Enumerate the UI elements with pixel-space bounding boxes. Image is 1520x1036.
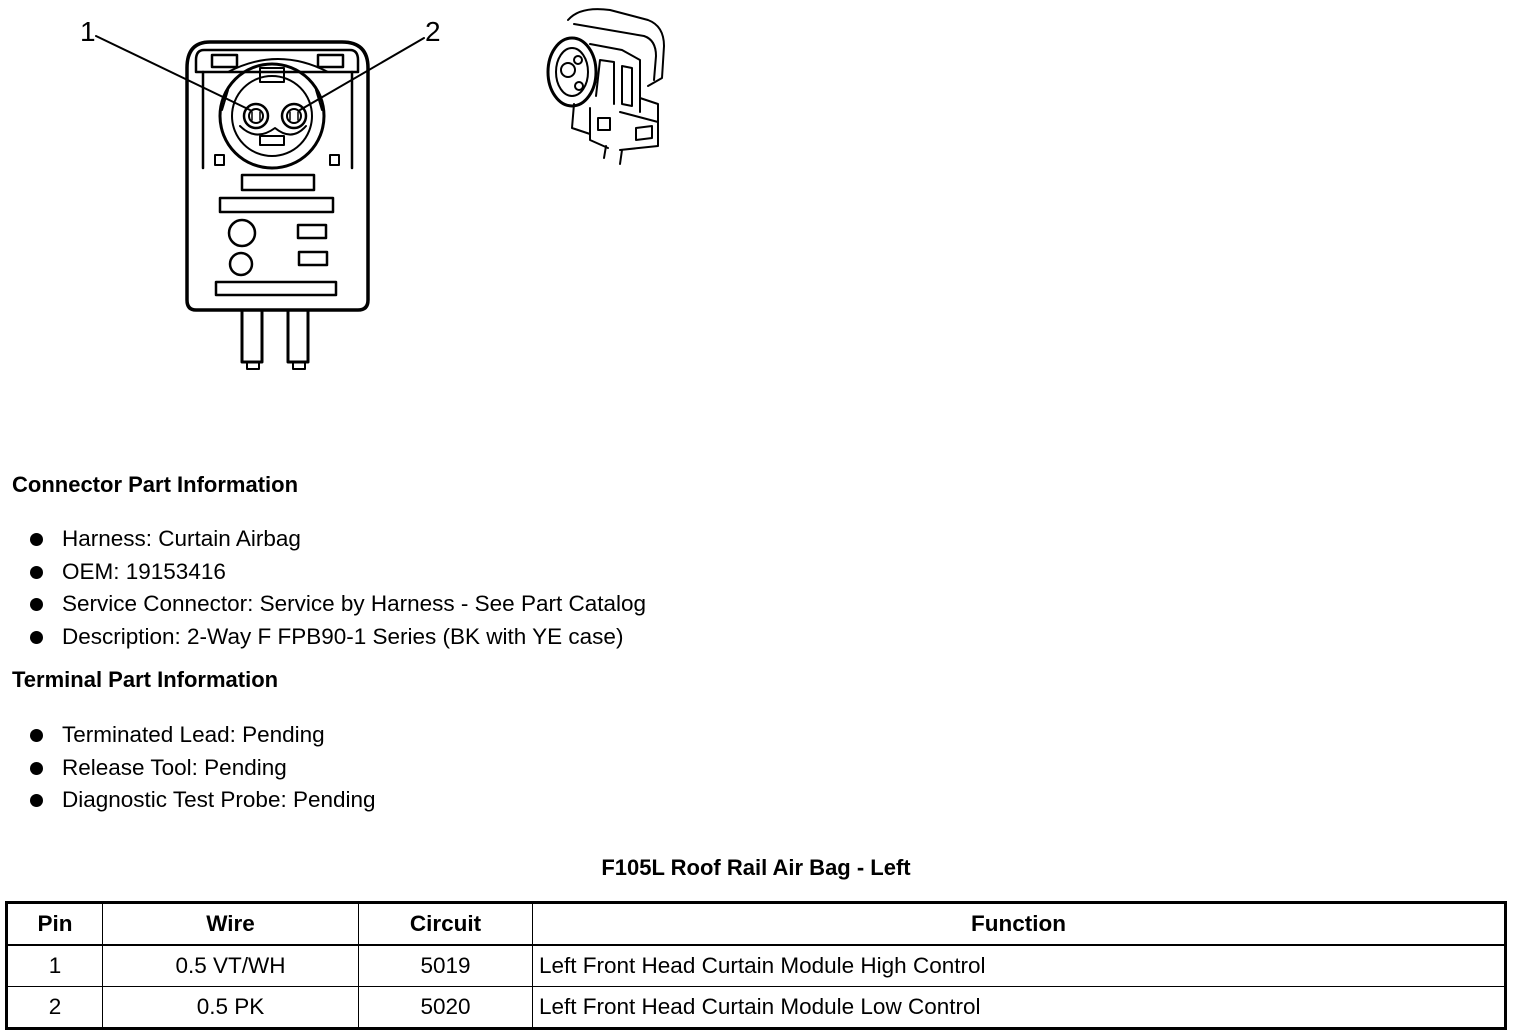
- pin-2-callout: 2: [425, 16, 441, 47]
- connector-harness: Harness: Curtain Airbag: [62, 526, 301, 551]
- connector-service: Service Connector: Service by Harness - See Part Catalog: [62, 591, 647, 617]
- cell-function: Left Front Head Curtain Module High Control: [533, 945, 1506, 987]
- bullet-icon: [30, 794, 43, 807]
- connector-iso-view: [548, 9, 664, 164]
- connector-info-heading: Connector Part Information: [12, 472, 299, 497]
- list-item: [28, 752, 376, 785]
- bullet-icon: [30, 729, 43, 742]
- bullet-icon: [30, 631, 43, 644]
- list-item: [28, 556, 646, 589]
- pinout-table-title: F105L Roof Rail Air Bag - Left: [601, 855, 911, 880]
- table-row: [7, 945, 1506, 987]
- terminal-release-tool: Release Tool: Pending: [62, 754, 287, 780]
- terminal-info-heading: Terminal Part Information: [12, 667, 279, 692]
- cell-pin: 2: [7, 987, 103, 1029]
- connector-description: Description: 2-Way F FPB90-1 Series (BK with YE case): [62, 624, 624, 650]
- list-item: [28, 523, 646, 556]
- cell-wire: 0.5 PK: [103, 987, 359, 1029]
- terminal-lead: Terminated Lead: Pending: [62, 722, 325, 747]
- header-wire: Wire: [103, 903, 359, 946]
- bullet-icon: [30, 566, 43, 579]
- table-header-row: [7, 903, 1506, 946]
- list-item: [28, 588, 646, 621]
- cell-wire: 0.5 VT/WH: [103, 945, 359, 987]
- list-item: [28, 719, 376, 752]
- pin-1-callout: 1: [80, 16, 96, 47]
- pin-1-cavity: [244, 104, 268, 128]
- list-item: [28, 621, 646, 654]
- cell-pin: 1: [7, 945, 103, 987]
- list-item: [28, 784, 376, 817]
- terminal-info-list: [28, 719, 376, 817]
- pin-2-cavity: [282, 104, 306, 128]
- connector-info-list: [28, 523, 646, 654]
- header-function: Function: [533, 903, 1506, 946]
- connector-face-view: [187, 42, 368, 369]
- connector-oem: OEM: 19153416: [62, 558, 226, 584]
- terminal-test-probe: Diagnostic Test Probe: Pending: [62, 787, 376, 813]
- pinout-table: [5, 901, 1507, 1030]
- header-pin: Pin: [7, 903, 103, 946]
- bullet-icon: [30, 762, 43, 775]
- bullet-icon: [30, 598, 43, 611]
- cell-function: Left Front Head Curtain Module Low Control: [533, 987, 1506, 1029]
- connector-illustration: [0, 0, 720, 400]
- cell-circuit: 5019: [359, 945, 533, 987]
- bullet-icon: [30, 533, 43, 546]
- table-row: [7, 987, 1506, 1029]
- header-circuit: Circuit: [359, 903, 533, 946]
- cell-circuit: 5020: [359, 987, 533, 1029]
